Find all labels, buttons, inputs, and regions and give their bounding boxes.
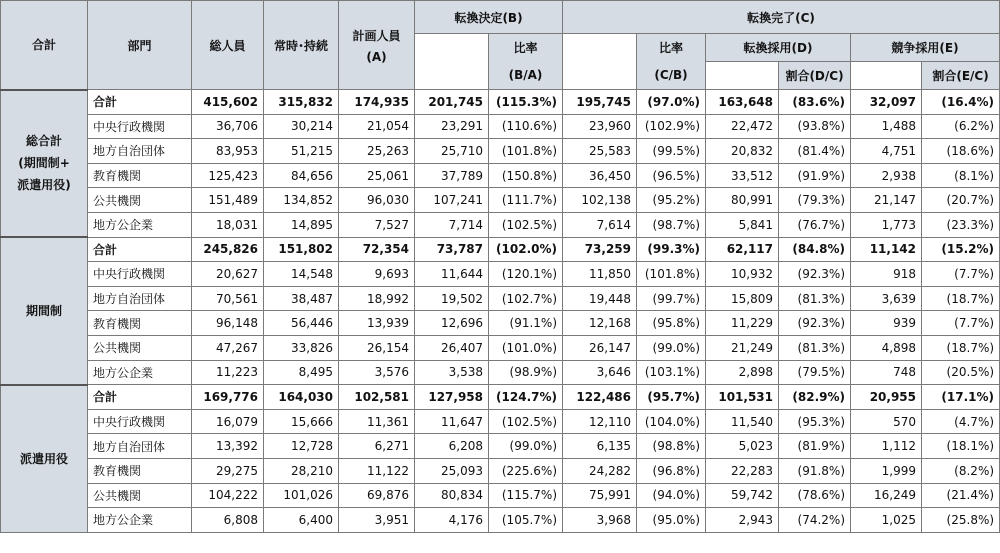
- table-row: [1, 508, 1000, 533]
- planned-cell: 11,361: [339, 409, 415, 434]
- total-personnel-cell: 151,489: [192, 188, 264, 213]
- competitive-hire-cell: 3,639: [851, 286, 922, 311]
- conversion-hire-cell: 10,932: [706, 262, 779, 287]
- conversion-hire-cell: 5,841: [706, 212, 779, 237]
- planned-cell: 96,030: [339, 188, 415, 213]
- conversion-ratio-cell: (79.5%): [779, 360, 851, 385]
- permanent-cell: 315,832: [264, 90, 339, 115]
- total-personnel-cell: 20,627: [192, 262, 264, 287]
- permanent-cell: 14,548: [264, 262, 339, 287]
- competitive-hire-cell: 918: [851, 262, 922, 287]
- dept-cell: 地方公企業: [88, 508, 192, 533]
- completed-ratio-cell: (94.0%): [637, 483, 706, 508]
- conversion-hire-cell: 59,742: [706, 483, 779, 508]
- competitive-ratio-cell: (8.1%): [922, 163, 1000, 188]
- total-personnel-cell: 6,808: [192, 508, 264, 533]
- permanent-cell: 6,400: [264, 508, 339, 533]
- completed-ratio-cell: (96.5%): [637, 163, 706, 188]
- competitive-hire-cell: 1,025: [851, 508, 922, 533]
- header-conversion-hire: 転換採用(D): [706, 34, 851, 62]
- header-completed: 転換完了(C): [563, 1, 1000, 34]
- conversion-ratio-cell: (91.8%): [779, 458, 851, 483]
- permanent-cell: 30,214: [264, 114, 339, 139]
- total-personnel-cell: 18,031: [192, 212, 264, 237]
- dept-cell: 中央行政機関: [88, 409, 192, 434]
- planned-cell: 102,581: [339, 385, 415, 410]
- completed-ratio-cell: (98.8%): [637, 434, 706, 459]
- completed-cell: 36,450: [563, 163, 637, 188]
- completed-cell: 102,138: [563, 188, 637, 213]
- competitive-ratio-cell: (18.7%): [922, 335, 1000, 360]
- decided-cell: 23,291: [415, 114, 489, 139]
- competitive-hire-cell: 11,142: [851, 237, 922, 262]
- total-personnel-cell: 415,602: [192, 90, 264, 115]
- planned-cell: 21,054: [339, 114, 415, 139]
- header-completed-ratio: 比率: [637, 34, 706, 62]
- header-completed-ratio-sub: (C/B): [637, 62, 706, 90]
- total-personnel-cell: 125,423: [192, 163, 264, 188]
- completed-cell: 19,448: [563, 286, 637, 311]
- conversion-ratio-cell: (81.3%): [779, 335, 851, 360]
- conversion-hire-cell: 80,991: [706, 188, 779, 213]
- completed-ratio-cell: (95.7%): [637, 385, 706, 410]
- competitive-hire-cell: 21,147: [851, 188, 922, 213]
- header-decided-count: [415, 34, 489, 90]
- group-label: 期間制: [1, 237, 88, 385]
- table-row-total: [1, 237, 1000, 262]
- decided-cell: 7,714: [415, 212, 489, 237]
- completed-cell: 75,991: [563, 483, 637, 508]
- competitive-ratio-cell: (20.5%): [922, 360, 1000, 385]
- completed-ratio-cell: (95.0%): [637, 508, 706, 533]
- conversion-hire-cell: 20,832: [706, 139, 779, 164]
- planned-cell: 26,154: [339, 335, 415, 360]
- conversion-hire-cell: 15,809: [706, 286, 779, 311]
- competitive-hire-cell: 1,112: [851, 434, 922, 459]
- completed-cell: 11,850: [563, 262, 637, 287]
- decided-ratio-cell: (101.0%): [489, 335, 563, 360]
- decided-ratio-cell: (111.7%): [489, 188, 563, 213]
- conversion-ratio-cell: (92.3%): [779, 311, 851, 336]
- planned-cell: 25,061: [339, 163, 415, 188]
- conversion-hire-cell: 21,249: [706, 335, 779, 360]
- table-body: [1, 90, 1000, 533]
- header-decided-ratio: 比率: [489, 34, 563, 62]
- dept-cell: 地方自治団体: [88, 139, 192, 164]
- table-row: [1, 483, 1000, 508]
- decided-ratio-cell: (102.0%): [489, 237, 563, 262]
- permanent-cell: 51,215: [264, 139, 339, 164]
- conversion-hire-cell: 2,943: [706, 508, 779, 533]
- completed-cell: 23,960: [563, 114, 637, 139]
- decided-cell: 107,241: [415, 188, 489, 213]
- dept-cell: 地方公企業: [88, 212, 192, 237]
- total-personnel-cell: 83,953: [192, 139, 264, 164]
- planned-cell: 7,527: [339, 212, 415, 237]
- permanent-cell: 151,802: [264, 237, 339, 262]
- competitive-hire-cell: 570: [851, 409, 922, 434]
- header-planned-sub: (A): [366, 49, 387, 64]
- dept-cell: 合計: [88, 90, 192, 115]
- decided-cell: 37,789: [415, 163, 489, 188]
- planned-cell: 174,935: [339, 90, 415, 115]
- decided-cell: 26,407: [415, 335, 489, 360]
- completed-cell: 24,282: [563, 458, 637, 483]
- planned-cell: 18,992: [339, 286, 415, 311]
- table-row: [1, 139, 1000, 164]
- completed-ratio-cell: (102.9%): [637, 114, 706, 139]
- planned-cell: 11,122: [339, 458, 415, 483]
- table-row: [1, 360, 1000, 385]
- dept-cell: 公共機関: [88, 483, 192, 508]
- completed-cell: 12,110: [563, 409, 637, 434]
- competitive-ratio-cell: (25.8%): [922, 508, 1000, 533]
- total-personnel-cell: 11,223: [192, 360, 264, 385]
- header-permanent: 常時･持続: [264, 1, 339, 90]
- completed-cell: 122,486: [563, 385, 637, 410]
- header-competitive-count: [851, 62, 922, 90]
- table-row: [1, 286, 1000, 311]
- completed-ratio-cell: (101.8%): [637, 262, 706, 287]
- table-row-total: [1, 385, 1000, 410]
- table-row: [1, 262, 1000, 287]
- completed-ratio-cell: (103.1%): [637, 360, 706, 385]
- decided-ratio-cell: (101.8%): [489, 139, 563, 164]
- conversion-ratio-cell: (79.3%): [779, 188, 851, 213]
- competitive-hire-cell: 748: [851, 360, 922, 385]
- decided-ratio-cell: (225.6%): [489, 458, 563, 483]
- completed-ratio-cell: (99.7%): [637, 286, 706, 311]
- planned-cell: 9,693: [339, 262, 415, 287]
- decided-cell: 73,787: [415, 237, 489, 262]
- planned-cell: 13,939: [339, 311, 415, 336]
- decided-cell: 12,696: [415, 311, 489, 336]
- decided-cell: 25,093: [415, 458, 489, 483]
- planned-cell: 3,951: [339, 508, 415, 533]
- completed-ratio-cell: (99.5%): [637, 139, 706, 164]
- completed-cell: 3,968: [563, 508, 637, 533]
- decided-ratio-cell: (105.7%): [489, 508, 563, 533]
- conversion-ratio-cell: (81.3%): [779, 286, 851, 311]
- conversion-hire-cell: 11,229: [706, 311, 779, 336]
- total-personnel-cell: 36,706: [192, 114, 264, 139]
- decided-cell: 11,644: [415, 262, 489, 287]
- permanent-cell: 134,852: [264, 188, 339, 213]
- completed-cell: 26,147: [563, 335, 637, 360]
- conversion-ratio-cell: (78.6%): [779, 483, 851, 508]
- competitive-hire-cell: 1,999: [851, 458, 922, 483]
- decided-ratio-cell: (115.7%): [489, 483, 563, 508]
- permanent-cell: 15,666: [264, 409, 339, 434]
- total-personnel-cell: 16,079: [192, 409, 264, 434]
- decided-ratio-cell: (115.3%): [489, 90, 563, 115]
- table-header: [1, 1, 1000, 90]
- dept-cell: 公共機関: [88, 188, 192, 213]
- competitive-hire-cell: 2,938: [851, 163, 922, 188]
- permanent-cell: 33,826: [264, 335, 339, 360]
- competitive-ratio-cell: (23.3%): [922, 212, 1000, 237]
- total-personnel-cell: 29,275: [192, 458, 264, 483]
- permanent-cell: 28,210: [264, 458, 339, 483]
- competitive-hire-cell: 1,773: [851, 212, 922, 237]
- decided-ratio-cell: (110.6%): [489, 114, 563, 139]
- completed-ratio-cell: (96.8%): [637, 458, 706, 483]
- conversion-ratio-cell: (83.6%): [779, 90, 851, 115]
- competitive-hire-cell: 4,898: [851, 335, 922, 360]
- competitive-hire-cell: 939: [851, 311, 922, 336]
- dept-cell: 地方自治団体: [88, 434, 192, 459]
- decided-ratio-cell: (102.7%): [489, 286, 563, 311]
- competitive-ratio-cell: (8.2%): [922, 458, 1000, 483]
- total-personnel-cell: 245,826: [192, 237, 264, 262]
- group-label: 派遣用役: [1, 385, 88, 533]
- conversion-ratio-cell: (91.9%): [779, 163, 851, 188]
- planned-cell: 3,576: [339, 360, 415, 385]
- decided-ratio-cell: (102.5%): [489, 409, 563, 434]
- decided-ratio-cell: (124.7%): [489, 385, 563, 410]
- total-personnel-cell: 70,561: [192, 286, 264, 311]
- table-row: [1, 335, 1000, 360]
- conversion-hire-cell: 2,898: [706, 360, 779, 385]
- completed-ratio-cell: (95.2%): [637, 188, 706, 213]
- completed-cell: 6,135: [563, 434, 637, 459]
- dept-cell: 教育機関: [88, 163, 192, 188]
- header-decided: 転換決定(B): [415, 1, 563, 34]
- completed-cell: 3,646: [563, 360, 637, 385]
- table-row: [1, 114, 1000, 139]
- competitive-ratio-cell: (6.2%): [922, 114, 1000, 139]
- conversion-ratio-cell: (84.8%): [779, 237, 851, 262]
- header-bumon: 部門: [88, 1, 192, 90]
- permanent-cell: 38,487: [264, 286, 339, 311]
- dept-cell: 合計: [88, 237, 192, 262]
- completed-ratio-cell: (99.3%): [637, 237, 706, 262]
- decided-cell: 80,834: [415, 483, 489, 508]
- completed-cell: 195,745: [563, 90, 637, 115]
- conversion-hire-cell: 163,648: [706, 90, 779, 115]
- permanent-cell: 12,728: [264, 434, 339, 459]
- conversion-hire-cell: 101,531: [706, 385, 779, 410]
- competitive-ratio-cell: (18.6%): [922, 139, 1000, 164]
- planned-cell: 25,263: [339, 139, 415, 164]
- decided-cell: 127,958: [415, 385, 489, 410]
- completed-cell: 73,259: [563, 237, 637, 262]
- table-row: [1, 409, 1000, 434]
- table-row: [1, 458, 1000, 483]
- header-competitive-hire: 競争採用(E): [851, 34, 1000, 62]
- decided-ratio-cell: (120.1%): [489, 262, 563, 287]
- completed-cell: 25,583: [563, 139, 637, 164]
- planned-cell: 6,271: [339, 434, 415, 459]
- competitive-ratio-cell: (18.1%): [922, 434, 1000, 459]
- decided-ratio-cell: (98.9%): [489, 360, 563, 385]
- completed-ratio-cell: (99.0%): [637, 335, 706, 360]
- completed-cell: 7,614: [563, 212, 637, 237]
- competitive-hire-cell: 20,955: [851, 385, 922, 410]
- competitive-ratio-cell: (7.7%): [922, 311, 1000, 336]
- completed-ratio-cell: (104.0%): [637, 409, 706, 434]
- completed-ratio-cell: (95.8%): [637, 311, 706, 336]
- competitive-ratio-cell: (7.7%): [922, 262, 1000, 287]
- header-conversion-count: [706, 62, 779, 90]
- competitive-ratio-cell: (4.7%): [922, 409, 1000, 434]
- header-conversion-ratio: 割合(D/C): [779, 62, 851, 90]
- total-personnel-cell: 169,776: [192, 385, 264, 410]
- total-personnel-cell: 13,392: [192, 434, 264, 459]
- table-row: [1, 163, 1000, 188]
- total-personnel-cell: 96,148: [192, 311, 264, 336]
- header-planned-label: 計画人員: [352, 28, 401, 43]
- header-total-personnel: 総人員: [192, 1, 264, 90]
- competitive-hire-cell: 32,097: [851, 90, 922, 115]
- decided-cell: 25,710: [415, 139, 489, 164]
- dept-cell: 地方自治団体: [88, 286, 192, 311]
- decided-cell: 4,176: [415, 508, 489, 533]
- header-gokei: 合計: [1, 1, 88, 90]
- dept-cell: 中央行政機関: [88, 114, 192, 139]
- decided-cell: 201,745: [415, 90, 489, 115]
- group-label: 総合計 (期間制+ 派遣用役): [1, 90, 88, 238]
- conversion-hire-cell: 5,023: [706, 434, 779, 459]
- decided-cell: 3,538: [415, 360, 489, 385]
- planned-cell: 69,876: [339, 483, 415, 508]
- competitive-ratio-cell: (16.4%): [922, 90, 1000, 115]
- table-row: [1, 212, 1000, 237]
- planned-cell: 72,354: [339, 237, 415, 262]
- dept-cell: 地方公企業: [88, 360, 192, 385]
- permanent-cell: 8,495: [264, 360, 339, 385]
- dept-cell: 公共機関: [88, 335, 192, 360]
- permanent-cell: 101,026: [264, 483, 339, 508]
- competitive-hire-cell: 1,488: [851, 114, 922, 139]
- dept-cell: 合計: [88, 385, 192, 410]
- conversion-ratio-cell: (93.8%): [779, 114, 851, 139]
- conversion-ratio-cell: (74.2%): [779, 508, 851, 533]
- conversion-ratio-cell: (81.9%): [779, 434, 851, 459]
- total-personnel-cell: 47,267: [192, 335, 264, 360]
- dept-cell: 教育機関: [88, 458, 192, 483]
- competitive-ratio-cell: (20.7%): [922, 188, 1000, 213]
- completed-ratio-cell: (98.7%): [637, 212, 706, 237]
- competitive-ratio-cell: (21.4%): [922, 483, 1000, 508]
- conversion-hire-cell: 11,540: [706, 409, 779, 434]
- header-completed-count: [563, 34, 637, 90]
- decided-cell: 11,647: [415, 409, 489, 434]
- competitive-ratio-cell: (15.2%): [922, 237, 1000, 262]
- completed-cell: 12,168: [563, 311, 637, 336]
- table-row: [1, 434, 1000, 459]
- decided-ratio-cell: (102.5%): [489, 212, 563, 237]
- table-row-total: [1, 90, 1000, 115]
- competitive-ratio-cell: (17.1%): [922, 385, 1000, 410]
- header-decided-ratio-sub: (B/A): [489, 62, 563, 90]
- dept-cell: 中央行政機関: [88, 262, 192, 287]
- conversion-hire-cell: 33,512: [706, 163, 779, 188]
- competitive-hire-cell: 16,249: [851, 483, 922, 508]
- conversion-ratio-cell: (82.9%): [779, 385, 851, 410]
- dept-cell: 教育機関: [88, 311, 192, 336]
- header-competitive-ratio: 割合(E/C): [922, 62, 1000, 90]
- completed-ratio-cell: (97.0%): [637, 90, 706, 115]
- conversion-ratio-cell: (81.4%): [779, 139, 851, 164]
- total-personnel-cell: 104,222: [192, 483, 264, 508]
- header-planned: [339, 1, 415, 90]
- decided-ratio-cell: (91.1%): [489, 311, 563, 336]
- decided-cell: 19,502: [415, 286, 489, 311]
- competitive-hire-cell: 4,751: [851, 139, 922, 164]
- conversion-ratio-cell: (95.3%): [779, 409, 851, 434]
- permanent-cell: 84,656: [264, 163, 339, 188]
- conversion-hire-cell: 22,472: [706, 114, 779, 139]
- table-row: [1, 188, 1000, 213]
- permanent-cell: 164,030: [264, 385, 339, 410]
- conversion-hire-cell: 22,283: [706, 458, 779, 483]
- permanent-cell: 56,446: [264, 311, 339, 336]
- conversion-hire-cell: 62,117: [706, 237, 779, 262]
- table-row: [1, 311, 1000, 336]
- permanent-cell: 14,895: [264, 212, 339, 237]
- competitive-ratio-cell: (18.7%): [922, 286, 1000, 311]
- conversion-ratio-cell: (92.3%): [779, 262, 851, 287]
- decided-ratio-cell: (99.0%): [489, 434, 563, 459]
- decided-cell: 6,208: [415, 434, 489, 459]
- decided-ratio-cell: (150.8%): [489, 163, 563, 188]
- conversion-ratio-cell: (76.7%): [779, 212, 851, 237]
